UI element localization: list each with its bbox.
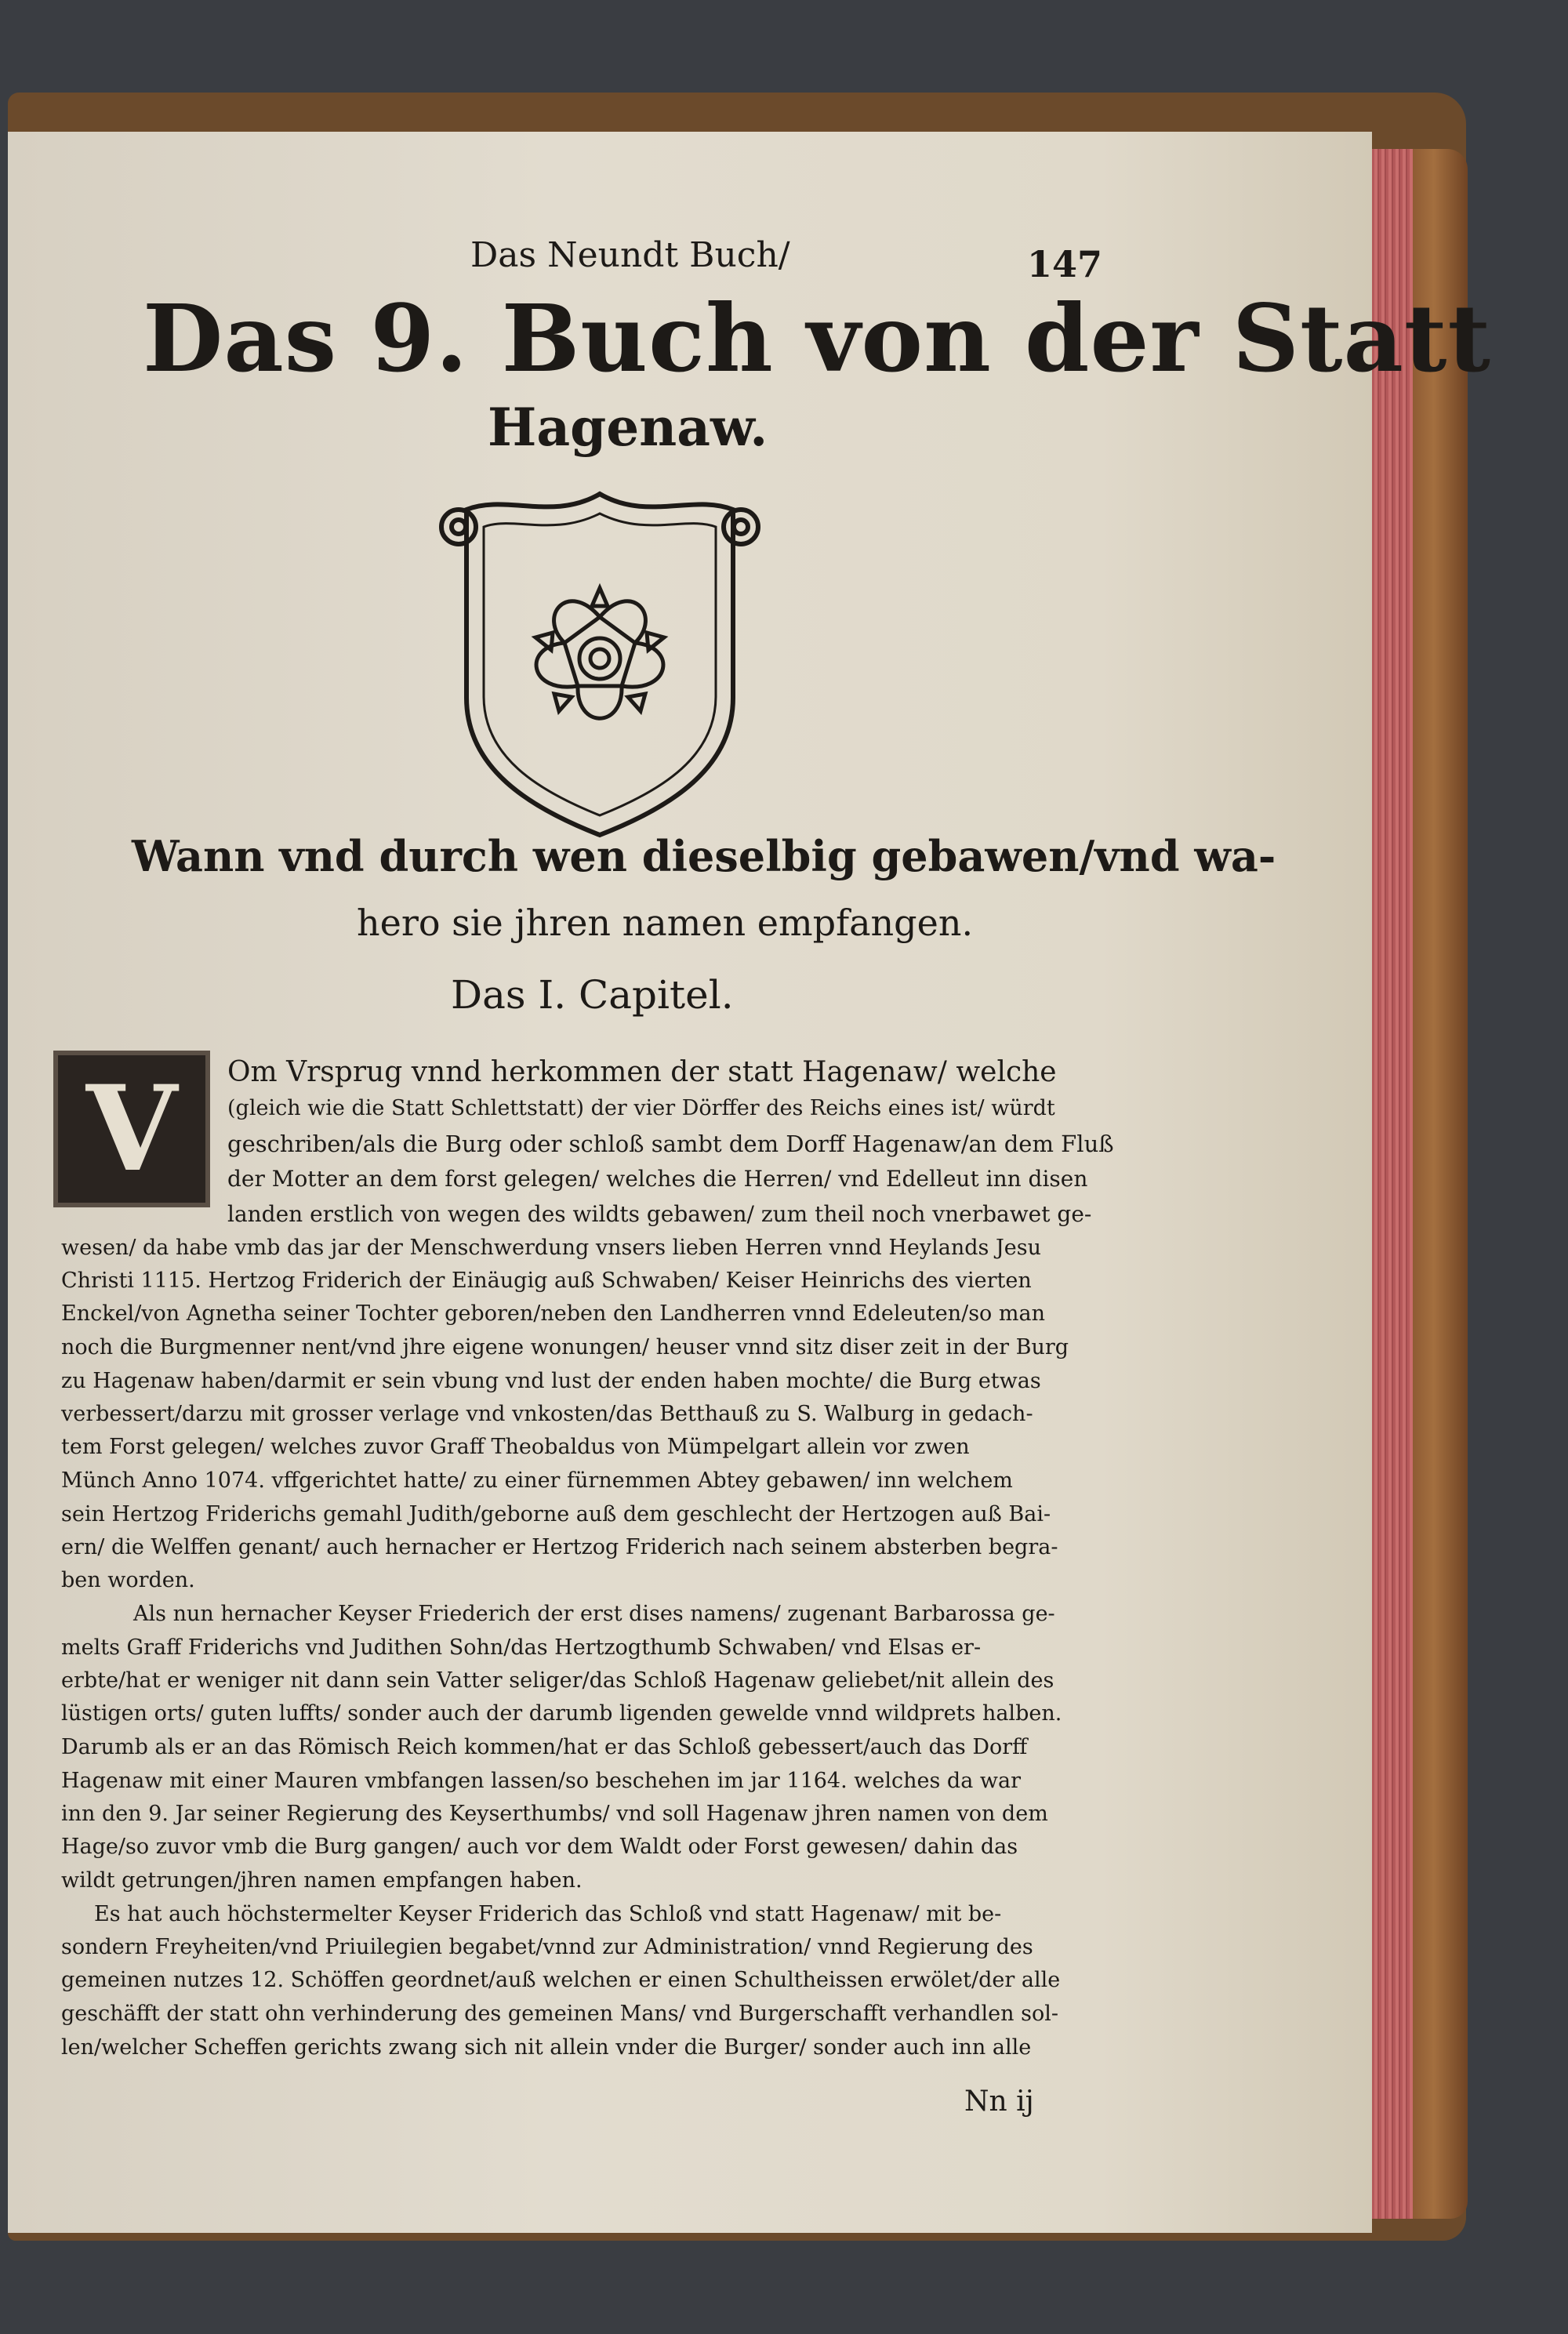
body-line-25: wildt getrungen/jhren namen empfangen haben. xyxy=(61,1868,583,1893)
body-line-2: (gleich wie die Statt Schlettstatt) der vier Dörffer des Reichs eines ist/ würdt xyxy=(227,1096,1055,1120)
body-line-15: ern/ die Welffen genant/ auch hernacher er Hertzog Friderich nach seinem absterben begra- xyxy=(61,1535,1058,1559)
body-line-3: geschriben/als die Burg oder schloß sambt dem Dorff Hagenaw/an dem Fluß xyxy=(227,1131,1114,1157)
body-line-27: sondern Freyheiten/vnd Priuilegien begabet/vnnd zur Administration/ vnnd Regierung des xyxy=(61,1935,1033,1959)
body-line-9: noch die Burgmenner nent/vnd jhre eigene wonungen/ heuser vnnd sitz diser zeit in der Burg xyxy=(61,1335,1069,1359)
folio-number: 147 xyxy=(1027,243,1103,285)
body-line-22: Hagenaw mit einer Mauren vmbfangen lassen/so beschehen im jar 1164. welches da war xyxy=(61,1769,1022,1793)
body-line-18: melts Graff Friderichs vnd Judithen Sohn/das Hertzogthumb Schwaben/ vnd Elsas er- xyxy=(61,1635,982,1660)
body-line-5: landen erstlich von wegen des wildts gebawen/ zum theil noch vnerbawet ge- xyxy=(227,1201,1092,1227)
body-line-29: geschäfft der statt ohn verhinderung des gemeinen Mans/ vnd Burgerschafft verhandlen sol- xyxy=(61,2002,1058,2026)
body-line-14: sein Hertzog Friderichs gemahl Judith/geborne auß dem geschlecht der Hertzogen auß Bai- xyxy=(61,1502,1051,1526)
body-line-28: gemeinen nutzes 12. Schöffen geordnet/auß welchen er einen Schultheissen erwölet/der alle xyxy=(61,1968,1061,1992)
signature-mark: Nn ij xyxy=(964,2085,1034,2118)
title-line-2: Hagenaw. xyxy=(488,397,768,458)
chapter-heading: Das I. Capitel. xyxy=(451,972,734,1018)
leather-spine-edge xyxy=(1411,149,1468,2219)
body-line-4: der Motter an dem forst gelegen/ welches die Herren/ vnd Edelleut inn disen xyxy=(227,1166,1088,1192)
body-line-13: Münch Anno 1074. vffgerichtet hatte/ zu einer fürnemmen Abtey gebawen/ inn welchem xyxy=(61,1468,1013,1493)
body-line-8: Enckel/von Agnetha seiner Tochter geboren/neben den Landherren vnnd Edeleuten/so man xyxy=(61,1301,1045,1326)
title-line-1: Das 9. Buch von der Statt xyxy=(143,284,1491,393)
body-line-1: Om Vrsprug vnnd herkommen der statt Hagenaw/ welche xyxy=(227,1056,1057,1088)
body-line-19: erbte/hat er weniger nit dann sein Vatter seliger/das Schloß Hagenaw geliebet/nit allein des xyxy=(61,1668,1054,1693)
body-line-26: Es hat auch höchstermelter Keyser Friderich das Schloß vnd statt Hagenaw/ mit be- xyxy=(94,1902,1002,1926)
body-line-6: wesen/ da habe vmb das jar der Menschwerdung vnsers lieben Herren vnnd Heylands Jesu xyxy=(61,1236,1042,1260)
body-line-24: Hage/so zuvor vmb die Burg gangen/ auch vor dem Waldt oder Forst gewesen/ dahin das xyxy=(61,1835,1018,1859)
red-page-edges xyxy=(1372,149,1413,2219)
section-heading-line-1: Wann vnd durch wen dieselbig gebawen/vnd wa- xyxy=(132,831,1276,881)
section-heading-line-2: hero sie jhren namen empfangen. xyxy=(357,902,974,944)
body-line-17: Als nun hernacher Keyser Friederich der erst dises namens/ zugenant Barbarossa ge- xyxy=(133,1602,1055,1626)
body-line-23: inn den 9. Jar seiner Regierung des Keyserthumbs/ vnd soll Hagenaw jhren namen von dem xyxy=(61,1802,1048,1826)
body-line-7: Christi 1115. Hertzog Friderich der Einäugig auß Schwaben/ Keiser Heinrichs des vierten xyxy=(61,1269,1032,1293)
body-line-20: lüstigen orts/ guten luffts/ sonder auch der darumb ligenden gewelde vnnd wildprets halben. xyxy=(61,1701,1062,1726)
body-line-11: verbessert/darzu mit grosser verlage vnd vnkosten/das Betthauß zu S. Walburg in gedach- xyxy=(61,1402,1033,1426)
coat-of-arms-rose-icon xyxy=(435,478,764,847)
body-line-30: len/welcher Scheffen gerichts zwang sich nit allein vnder die Burger/ sonder auch inn alle xyxy=(61,2035,1032,2060)
running-head: Das Neundt Buch/ xyxy=(470,235,790,275)
decorated-initial: V xyxy=(53,1051,210,1207)
body-line-12: tem Forst gelegen/ welches zuvor Graff Theobaldus von Mümpelgart allein vor zwen xyxy=(61,1435,970,1459)
body-line-10: zu Hagenaw haben/darmit er sein vbung vnd lust der enden haben mochte/ die Burg etwas xyxy=(61,1369,1041,1393)
body-line-16: ben worden. xyxy=(61,1568,195,1592)
body-line-21: Darumb als er an das Römisch Reich kommen/hat er das Schloß gebessert/auch das Dorff xyxy=(61,1735,1028,1759)
